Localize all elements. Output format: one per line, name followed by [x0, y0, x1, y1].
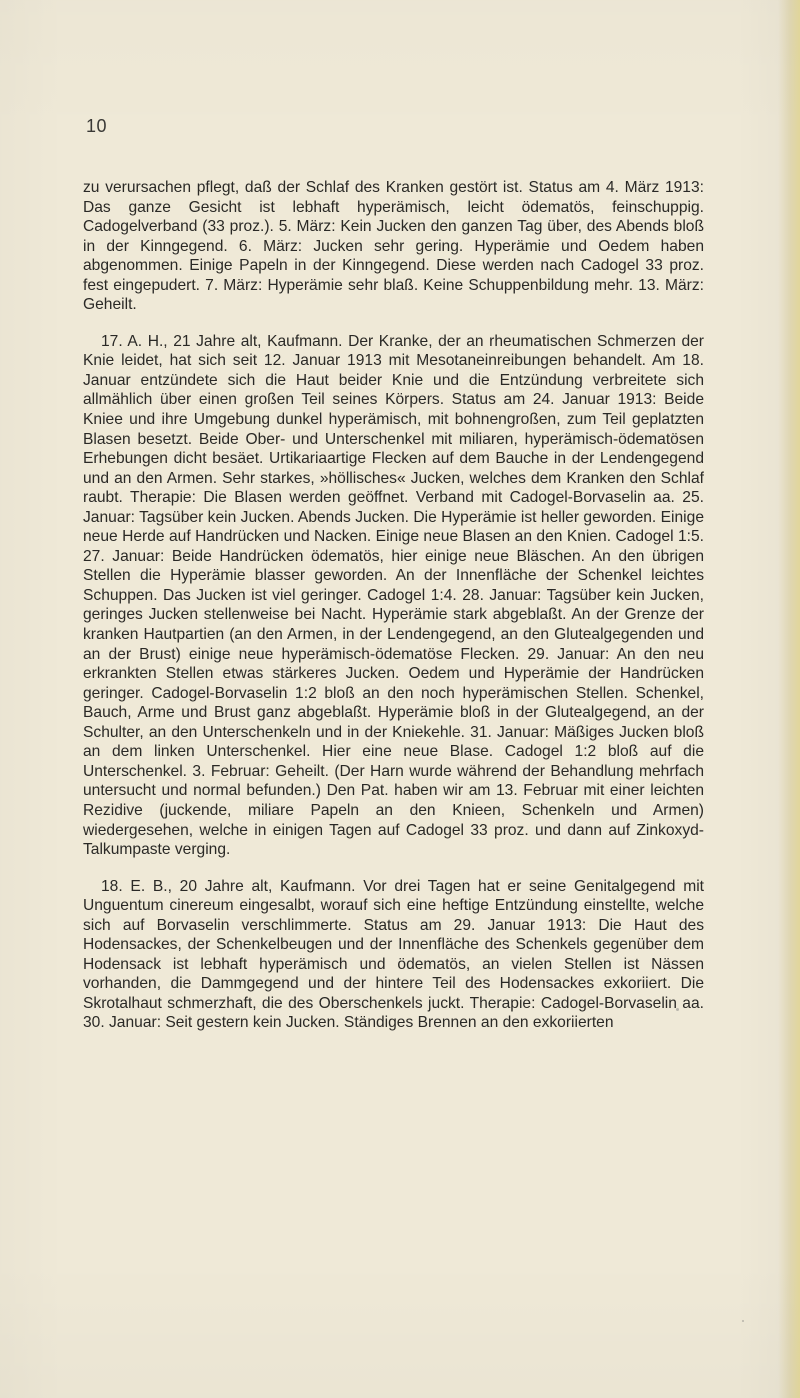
paper-speck — [742, 1320, 744, 1322]
page-number: 10 — [86, 116, 108, 136]
paragraph-case-18: 18. E. B., 20 Jahre alt, Kaufmann. Vor drei Tagen hat er seine Genitalgegend mit Unguentum cinereum eingesalbt, worauf sich eine heftige Entzündung einstellte, welche sich auf Borvaselin verschlimmerte. Status am 29. Januar 1913: Die Haut des Hodensackes, der Schenkelbeugen und der Innenfläche des Schenkels gegenüber dem Hodensack ist lebhaft hyperämisch und ödematös, an vielen Stellen ist Nässen vorhanden, die Dammgegend und der hintere Teil des Hodensackes exkoriiert. Die Skrotalhaut schmerzhaft, die des Oberschenkels juckt. Therapie: Cadogel-Borvaselin aa. 30. Januar: Seit gestern kein Jucken. Ständiges Brennen an den exkoriierten — [83, 877, 704, 1032]
paper-speck — [676, 1008, 679, 1011]
paragraph-case-17: 17. A. H., 21 Jahre alt, Kaufmann. Der Kranke, der an rheumatischen Schmerzen der Knie leidet, hat sich seit 12. Januar 1913 mit Mesotaneinreibungen behandelt. Am 18. Januar entzündete sich die Haut beider Knie und die Entzündung verbreitete sich allmählich über einen großen Teil seines Körpers. Status am 24. Januar 1913: Beide Kniee und ihre Umgebung dunkel hyperämisch, mit bohnengroßen, zum Teil geplatzten Blasen besetzt. Beide Ober- und Unterschenkel mit miliaren, hyperämisch-ödematösen Erhebungen dicht besäet. Urtikariaartige Flecken auf dem Bauche in der Lendengegend und an den Armen. Sehr starkes, »höllisches« Jucken, welches dem Kranken den Schlaf raubt. Therapie: Die Blasen werden geöffnet. Verband mit Cadogel-Borvaselin aa. 25. Januar: Tagsüber kein Jucken. Abends Jucken. Die Hyperämie ist heller geworden. Einige neue Herde auf Handrücken und Nacken. Einige neue Blasen an den Knien. Cadogel 1:5. 27. Januar: Beide Handrücken ödematös, hier einige neue Bläschen. An den übrigen Stellen die Hyperämie blasser geworden. An der Innenfläche der Schenkel leichtes Schuppen. Das Jucken ist viel geringer. Cadogel 1:4. 28. Januar: Tagsüber kein Jucken, geringes Jucken stellenweise bei Nacht. Hyperämie stark abgeblaßt. An der Grenze der kranken Hautpartien (an den Armen, in der Lendengegend, an den Glutealgegenden und an der Brust) einige neue hyperämisch-ödematöse Flecken. 29. Januar: An den neu erkrankten Stellen etwas stärkeres Jucken. Oedem und Hyperämie der Handrücken geringer. Cadogel-Borvaselin 1:2 bloß an den noch hyperämischen Stellen. Schenkel, Bauch, Arme und Brust ganz abgeblaßt. Hyperämie bloß in der Glutealgegend, an der Schulter, an den Unterschenkeln und in der Kniekehle. 31. Januar: Mäßiges Jucken bloß an dem linken Unterschenkel. Hier eine neue Blase. Cadogel 1:2 bloß auf die Unterschenkel. 3. Februar: Geheilt. (Der Harn wurde während der Behandlung mehrfach untersucht und normal befunden.) Den Pat. haben wir am 13. Februar mit einer leichten Rezidive (juckende, miliare Papeln an den Knieen, Schenkeln und Armen) wiedergesehen, welche in einigen Tagen auf Cadogel 33 proz. und dann auf Zinkoxyd-Talkumpaste verging. — [83, 332, 704, 859]
page-edge-shadow — [778, 0, 800, 1398]
paragraph-continuation: zu verursachen pflegt, daß der Schlaf des Kranken gestört ist. Status am 4. März 1913: Das ganze Gesicht ist lebhaft hyperämisch, leicht ödematös, feinschuppig. Cadogelverband (33 proz.). 5. März: Kein Jucken den ganzen Tag über, des Abends bloß in der Kinngegend. 6. März: Jucken sehr gering. Hyperämie und Oedem haben abgenommen. Einige Papeln in der Kinngegend. Diese werden nach Cadogel 33 proz. fest eingepudert. 7. März: Hyperämie sehr blaß. Keine Schuppenbildung mehr. 13. März: Geheilt. — [83, 179, 704, 314]
body-text — [83, 178, 704, 1033]
